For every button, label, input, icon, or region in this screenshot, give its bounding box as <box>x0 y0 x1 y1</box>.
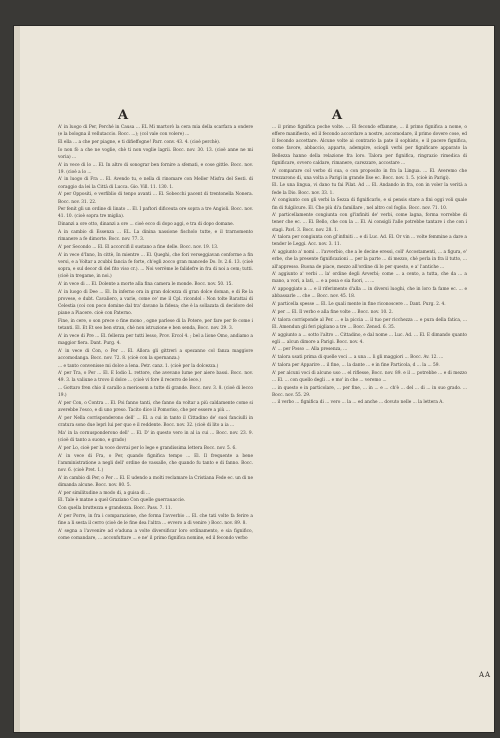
entry: A' talora usati prima di quelle voci ... a una ... li gli maggiori ... Bocc. Av. 12. ... <box>272 355 444 361</box>
entry: ... il primo fignifica poche volte. ... El fecondo effamme, ... il primo fignifica a nome, o effere manifiesto, ed il fecondo accordare a nostre, accomodare, il primo dovere cose, ed il fecondo accettare. Alcune volte ai contrario la pate il sophisto, e il pacere fignifica, come favore, abbaccio, apparto, adempire, sciogli verbi per fignificare apparato la Bellezza hanno della relazione fra loro. Talora per fignifica, ringrazio rimedica di fignificare, ovvero caldare, rimanere, carezzare, accostare ... <box>272 125 467 166</box>
entry: A' ... per Posso ... Alla presenza, ... <box>272 347 348 353</box>
entry: A' in cambio di Per, o Per ... El. E udendo a molti reclamare la Cristiana Fede ec. un di ne dimanda alcune. Bocc. nov. 80. 5. <box>58 475 253 488</box>
entry: A' segna a l'avvenire ad e'aduna a volte diversificar loro ordinamento, e sia fignifico, come comandare, ... acconfuttare ... e ne' il primo fignifica nomine, ed il fecondo verbo <box>58 528 253 541</box>
entry: A' talora per congiunta con gl'infiniti ... e di Luc. Ad. El. Or vin ... volte femmine a dare a tender le Leggi. Acc. nov. 3. 11. <box>272 235 467 248</box>
entry: A' per alcuni voci di alcuno uso ... el riflesse, Bocc. nov. 89. e il ... potrebbe ... e di mezzo ... El. ... con quello degli ... e mo' in che ... veremo ... <box>272 370 467 383</box>
entry: A' in vece di ... El. Dolente a morte alla fina camera le monde. Bocc. nov. 50. 15. <box>58 281 233 287</box>
entry: A' per Tra, o Per ... El. E Iodio L. rettore, che avevano lume per aiere bassi. Bocc. nov. 49. 3. la valiune a trovo il dolce ... (cioè vi fore il recerro de lece.) <box>58 371 253 384</box>
entry: A' per Lo, cioè per la voce dovrai per lo lege e grandissima lettera Bocc. nov. 5. 6. <box>58 445 237 451</box>
entry: A in cambio di Essenza ... EL. La dinina nassione fischolo tutte, e il trarnomento rimanere a fe dimorte. Bocc. nov. 77. 3. <box>58 229 253 243</box>
entry: A' in vece di Con, o Per ... El. Allora gli gittreri a spezanno col fanza maggiore accomodanga. Bocc. nov. 72. 8. (cioè con la spernanza.) <box>58 348 253 361</box>
entry: Ma' in la cornusponderono dell' ... El. D' in questo vero in al ia cui ... Bocc. nov. 23. 9. (cioè di tanto a suono, e grado) <box>58 430 253 444</box>
page-edge <box>14 26 20 732</box>
entry: ... in questo e in particolare, ... per fine, ... in ... e ... ch'è ... del ... di ... in suo grado. ... Bocc. nov. 55. 29. <box>272 385 467 398</box>
entry: A' appoggiato a ... e il riferimento d'alla ... in diversi luoghi, che in loro fa fame ec. ... e abbassarle ... che ... Bocc. nov. 45. 18. <box>272 287 467 300</box>
entry: El. Tale è matne a quel Graziano Con quelle guerrauaccie. <box>58 498 186 504</box>
entry: Per fenit gli un ordine di linato ... El. I paftori dificeuta ore sopra a tre Angioli. Bocc. nov. 41. 10. (cioè sopra tre miglia). <box>58 207 253 220</box>
entry: A' aggiunto a' verbi ... la' ordine degli Avverbi; come ... a cento, a tutta, che da ... a mano, a vori, a lati, ... e a posa e sia fuori, ... ... <box>272 272 467 285</box>
entry: A' in vece d'Inno, In cittè, In mientre ... El. Queghi, che fori verseggiavan conforme a fin versi, e a Voltar a zcubbi fancia fe forte, ch'egli zocco gran mancede Do. Iv. 2.6. 13. (cioè sopra, e sul decor di del fito viso cr.). ... Noi verrème le falidefre in fra di noi a cem; tutti. (cioè in tregame, in noi.) <box>58 252 253 280</box>
entry: A' talora corrisponde al Per. ... e la piccia ... il tuo per ricchezza ... e pura della fatica, ... El. Amendun gli feri pigliano a tre ... Bocc. Zenod. 6. 35. <box>272 317 467 330</box>
entry: A' particellamente congiunta con gl'infiniti de' verbi, come lagna, forma vorrebbe di tener che ec. ... El. Bello, che con la ... El. Ai consigli l'alle potrebbe tantare i che con i stagi. Pavl. 3. Bocc. nov. 28. 1. <box>272 213 467 233</box>
entry: A' aggiunto a ... sotto l'altro ... Cittadino, e dal nome ... Luc. Ad. ... El. E dimando quanto egli ... alcun dimore a Parigi. Bocc. nov. 4. <box>272 332 467 345</box>
entry: A' per Oppositi, e verfiblio di tenpo avanti ... El. Sobecchi pacent di trentonella Nonera. Bocc. nov. 31. 22. <box>58 192 253 205</box>
entry: A' in luogo di Fra ... El. Avendo tu, e nella di rinomare con Meller Misfra del Sesti. di coraggio da lei la Città di Lucca. Gio. Vill. 11. 130. 1. <box>58 177 253 190</box>
signature-mark: AA <box>479 671 492 679</box>
entry: A' in vece di Fra, o Per, quando fignifica tempo ... El. Il frequente a bene l'amministratione a negli dell' ordine de vassalle, che quando fu tanto e di fanno. Bocc. nov. 6. (cioè Pret. 1.) <box>58 453 253 473</box>
right-column-heading: A <box>332 108 344 123</box>
entry: A' congiunto con gli verbi la Sezza di fignificarlo, e si pensis stare a fini oggi voli quale fin di fulgilcure. El. Che più di'a famillare , nel altro col foglio. Bocc. nov. 71. 10. <box>272 198 467 211</box>
entry: A' in vece di lo ... El. In altro di sonograr ben fornire a sfemati, e cose gittle. Bocc. nov. 19. (cioè a lo ... <box>58 162 253 175</box>
right-column <box>272 124 467 407</box>
entry: A' in vece di Pre ... El. fellerza per tutti lesso, Prov. Ercol 4. ; bel a lione Omo, andiamo a maggior fiera. Dant. Purg. 4. <box>58 333 253 346</box>
left-column <box>58 124 253 543</box>
entry: A' per Nella corrisponderono dell' ... El. a cui in tanto il Cittadino de' suoi fanciulli in cratura sono due lepri lui per quo e il reddente. Bocc. nov. 32. (cioè di lito a ia ... <box>58 415 253 429</box>
entry: Io non fò a che ne voglie, chè ti non voglie lagrii. Bocc. nov. 30. 13. (cioè anne ne mi voria) ... <box>58 147 253 160</box>
entry: ... il verbo ... fignifica di ... vero ... la ... ed anche ... dovuto nelle ... la lettera A. <box>272 400 444 406</box>
entry: A' aggiunto a' nomi ... l'avverbio, che a le decine eressi, coll' Accostamenti, ... a figura, e' erbe, che la presente fignificazioni ... per la parte ... di mezzo, chè perla in fra il tutto, ... all'appresso. Buona de piace, mezzo all'ordine di lo per questo, e a' l'antiche ... <box>272 250 467 270</box>
entry: A' in luogo di Dee ... El. In inferno ora in gran dolcezza di gran dolce doman, e di Re la provese, e dubt. Cavaliero, a varie, come ce' me il Cpl. ricondol : Non tolte Barattai di Celestia (coi con poco domine dal tra' davano la fidesa; che è la sollazata di decidore del piane a Piacere. cioè con Paterno. <box>58 289 253 317</box>
entry: A' comparare col verbo di sua, o con proposito in fra la Lingua. ... El. Averemo che trezzarono di, una volta a Parigi in grande Ilse ec. Bocc. nov. 1. 5. (cioè in Parigi). <box>272 168 467 181</box>
entry: A' per similitudine a modo di, a guisa di ... <box>58 490 151 496</box>
entry: ... Gottaro fren chio il carallo a meriosom a tutte di grande. Bocc. nov. 3. 8. (cioè di lecco 19.) <box>58 386 253 399</box>
entry: A' per Con, o Contra ... El. Poi fanno tanti, che fanno da voltar a più caldamente come si averebbe l'esco, e di uno preso. Tacito dice il Pomoriso, che per essere a più ... <box>58 401 253 414</box>
entry: A' talora per Apparire ... il fine, ... la dante ... e in fine Particola, d ... la ... 59. <box>272 362 440 368</box>
entry: A' per Porre, in fra i comparazione, che forma l'avverbio ... El. che tati volte fa ferire a fine a li sesta il cerro (cioè de le fine dea l'altra ... evvero a di venire ) Bocc. nov. 89. 8. <box>58 513 253 526</box>
entry: Con quella bruttezza e grandezza. Bocc. Pass. 7. 11. <box>58 506 172 511</box>
entry: ... e tanto convenisse mi dolce a lena. Petr. canz. 1. (cioè per la dolcezza.) <box>58 363 219 369</box>
entry: Fine, in cere, o son prece o fine mono , ogne parlese di la Potere, per fare per fe come i tetanti. El. Et Et seo ben stran, chè non istruzione e ben senda, Bocc. nov. 29. 3. <box>58 318 253 331</box>
entry: A' per ... El. Il verbo e alla fine volte ... Bocc. nov. 10. 2. <box>272 309 394 315</box>
entry: Dinanzi a ore otto, dinanzi a ore ... cioè ecco di dopo aggi, e tra di dopo domane. <box>58 222 235 228</box>
entry: A' per Secondo ... El. El accorcifi il sustano a fine delle. Bocc. nov. 19. 13. <box>58 244 219 250</box>
left-column-heading: A <box>118 108 130 123</box>
entry: A' particella spesse ... El. Le quali mente in fine riconoscere ... Dant. Purg. 2. 4. <box>272 302 446 308</box>
entry: El ella ... a che per piagne, e ti difieffogne! Parr. conv. 43. 4. (cioè perchè). <box>58 139 221 145</box>
entry: A' in luogo di Per, Perché in Causa ... EL Mi martorò la cera mia della scarfara a ondere (e la bologna il vellutaccio. Rocc. ...); (col vale con volere) ... <box>58 125 253 138</box>
document-page <box>14 26 494 732</box>
entry: El. Le una lingua, vi dano tu fai Pilat. Ad ... El. Andando in fra, con in voler la verità a fede la Dio. Bocc. nov. 33. 1. <box>272 183 467 196</box>
